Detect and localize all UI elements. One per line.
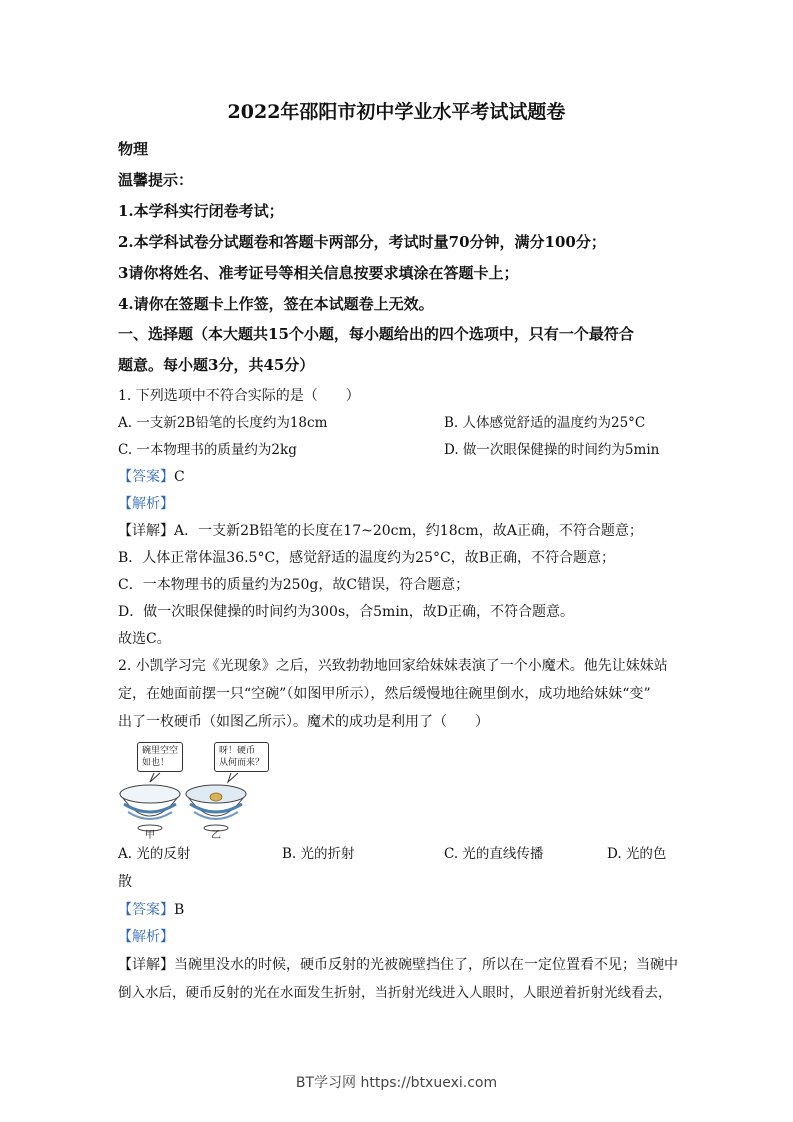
detail-tag: 【详解】 bbox=[118, 523, 174, 539]
q2-option-c: C. 光的直线传播 bbox=[444, 846, 544, 862]
q2-option-a: A. 光的反射 bbox=[118, 846, 191, 862]
q1-stem: 1. 下列选项中不符合实际的是（ ） bbox=[118, 388, 360, 404]
q1-option-a: A. 一支新2B铅笔的长度约为18cm bbox=[118, 415, 328, 431]
q1-option-c: C. 一本物理书的质量约为2kg bbox=[118, 442, 297, 458]
bubble-right-line1: 呀！硬币 bbox=[219, 746, 256, 756]
notice-item-4: 4.请你在签题卡上作签，签在本试题卷上无效。 bbox=[118, 295, 434, 313]
q1-detail-line3: C．一本物理书的质量约为250g，故C错误，符合题意； bbox=[118, 577, 470, 593]
notice-item-2: 2.本学科试卷分试题卷和答题卡两部分，考试时量70分钟，满分100分； bbox=[118, 233, 606, 251]
q1-detail-line2: B．人体正常体温36.5°C，感觉舒适的温度约为25°C，故B正确，不符合题意； bbox=[118, 550, 615, 566]
bubble-tail-right bbox=[228, 773, 238, 782]
q2-stem-line3: 出了一枚硬币（如图乙所示）。魔术的成功是利用了（ ） bbox=[118, 714, 489, 730]
q2-detail-line1 bbox=[118, 955, 678, 975]
section-heading-line1: 一、选择题（本大题共15个小题，每小题给出的四个选项中，只有一个最符合 bbox=[118, 325, 634, 343]
q2-option-d: D. 光的色 bbox=[607, 846, 667, 862]
q2-figure bbox=[116, 740, 286, 840]
notice-heading: 温馨提示： bbox=[118, 171, 194, 189]
coin-icon bbox=[210, 793, 222, 801]
notice-item-3: 3请你将姓名、准考证号等相关信息按要求填涂在答题卡上； bbox=[118, 264, 519, 282]
figure-label-yi: 乙 bbox=[211, 830, 221, 841]
answer-tag: 【答案】 bbox=[118, 469, 174, 485]
answer-tag: 【答案】 bbox=[118, 902, 174, 918]
q2-answer-value: B bbox=[174, 902, 185, 918]
q1-detail-text: A．一支新2B铅笔的长度在17~20cm，约18cm，故A正确，不符合题意； bbox=[174, 523, 643, 539]
q2-stem-line2: 定，在她面前摆一只“空碗”（如图甲所示），然后缓慢地往碗里倒水，成功地给妹妹“变” bbox=[118, 686, 651, 702]
figure-label-jia: 甲 bbox=[145, 830, 155, 841]
q2-stem-line1: 2. 小凯学习完《光现象》之后，兴致勃勃地回家给妹妹表演了一个小魔术。他先让妹妹站 bbox=[118, 658, 668, 674]
q1-answer bbox=[118, 467, 185, 487]
q2-analysis-tag: 【解析】 bbox=[118, 929, 174, 945]
site-footer: BT学习网 https://btxuexi.com bbox=[295, 1075, 498, 1091]
bowls-illustration bbox=[116, 740, 286, 840]
subject-label: 物理 bbox=[118, 140, 149, 158]
q1-option-b: B. 人体感觉舒适的温度约为25°C bbox=[444, 415, 646, 431]
bubble-right-line2: 从何而来？ bbox=[219, 758, 265, 768]
q1-option-d: D. 做一次眼保健操的时间约为5min bbox=[444, 442, 660, 458]
q2-option-d-continued: 散 bbox=[118, 874, 132, 890]
bubble-left-line1: 碗里空空 bbox=[142, 746, 179, 756]
q2-option-b: B. 光的折射 bbox=[282, 846, 355, 862]
q2-answer bbox=[118, 900, 184, 920]
bubble-left-line2: 如也！ bbox=[142, 758, 170, 768]
q1-analysis-tag: 【解析】 bbox=[118, 496, 174, 512]
section-heading-line2: 题意。每小题3分，共45分） bbox=[118, 356, 315, 374]
bubble-tail-left bbox=[150, 773, 160, 782]
q1-answer-value: C bbox=[174, 469, 185, 485]
notice-item-1: 1.本学科实行闭卷考试； bbox=[118, 202, 284, 220]
q1-detail-line4: D．做一次眼保健操的时间约为300s，合5min，故D正确，不符合题意。 bbox=[118, 604, 575, 620]
q2-detail-text: 当碗里没水的时候，硬币反射的光被碗壁挡住了，所以在一定位置看不见；当碗中 bbox=[174, 957, 678, 973]
page-title: 2022年邵阳市初中学业水平考试试题卷 bbox=[227, 101, 566, 123]
water-bowl-icon bbox=[186, 785, 246, 831]
q2-detail-line2: 倒入水后，硬币反射的光在水面发生折射，当折射光线进入人眼时，人眼逆着折射光线看去， bbox=[118, 985, 672, 1001]
q1-conclusion: 故选C。 bbox=[118, 631, 171, 647]
q1-detail-line1 bbox=[118, 521, 643, 541]
empty-bowl-icon bbox=[120, 785, 180, 831]
detail-tag: 【详解】 bbox=[118, 957, 174, 973]
